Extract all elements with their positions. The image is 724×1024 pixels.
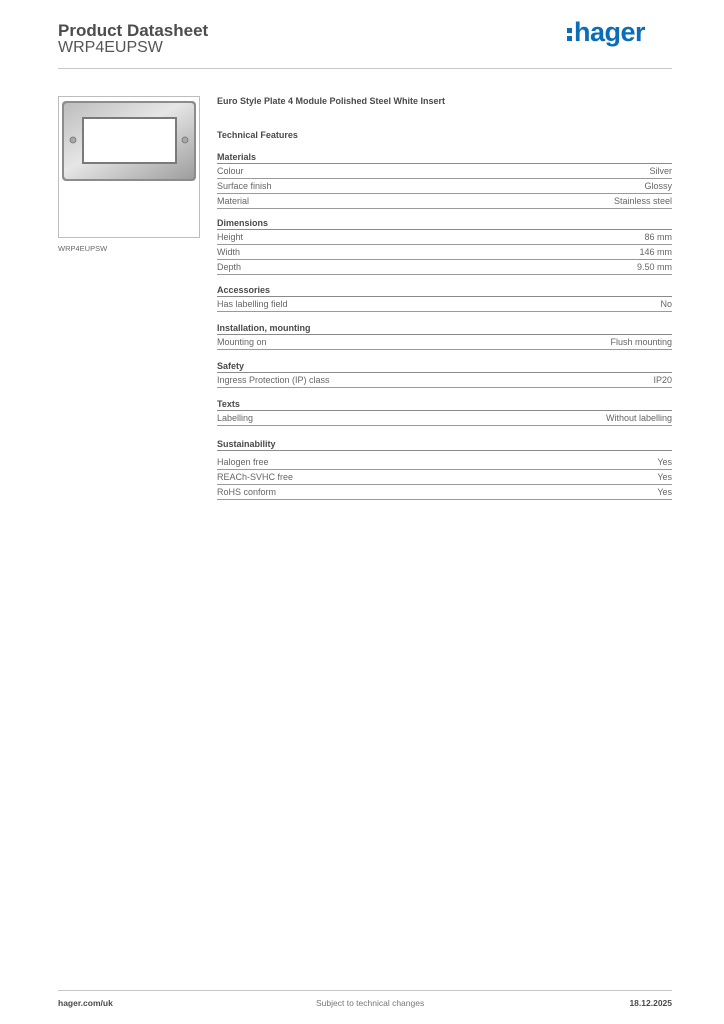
section-accessories (217, 284, 672, 312)
table-row (217, 335, 672, 350)
row-label: Colour (217, 166, 244, 176)
section-title: Materials (217, 151, 672, 164)
row-label: Width (217, 247, 241, 257)
section-texts (217, 398, 672, 426)
section-sustainability (217, 438, 672, 500)
hager-logo (567, 15, 645, 49)
row-label: Halogen free (217, 457, 269, 467)
row-label: Height (217, 232, 244, 242)
section-title: Safety (217, 360, 672, 373)
page-title: Product Datasheet (58, 21, 209, 40)
footer-date: 18.12.2025 (629, 998, 672, 1008)
row-value: Glossy (644, 181, 672, 191)
row-value: Silver (649, 166, 672, 176)
header-divider (58, 68, 672, 69)
row-label: Material (217, 196, 250, 206)
footer-notice: Subject to technical changes (316, 998, 425, 1008)
row-label: Labelling (217, 413, 254, 423)
row-value: Yes (657, 472, 672, 482)
table-row (217, 260, 672, 275)
row-label: REACh-SVHC free (217, 472, 294, 482)
row-label: RoHS conform (217, 487, 277, 497)
section-title: Dimensions (217, 217, 672, 230)
section-title: Installation, mounting (217, 322, 672, 335)
row-value: Without labelling (605, 413, 672, 423)
table-row (217, 470, 672, 485)
table-row (217, 179, 672, 194)
table-row (217, 373, 672, 388)
row-value: 9.50 mm (636, 262, 672, 272)
row-label: Depth (217, 262, 242, 272)
logo-dots-icon (567, 28, 572, 41)
row-value: IP20 (653, 375, 672, 385)
row-value: 86 mm (644, 232, 672, 242)
image-caption: WRP4EUPSW (58, 244, 108, 253)
table-row (217, 245, 672, 260)
table-row (217, 485, 672, 500)
row-label: Mounting on (217, 337, 267, 347)
row-value: 146 mm (639, 247, 672, 257)
technical-content (217, 95, 672, 500)
section-safety (217, 360, 672, 388)
row-value: Stainless steel (613, 196, 672, 206)
table-row (217, 164, 672, 179)
section-dimensions (217, 217, 672, 275)
table-row (217, 297, 672, 312)
table-row (217, 411, 672, 426)
table-row (217, 230, 672, 245)
row-value: Yes (657, 487, 672, 497)
footer-website: hager.com/uk (58, 998, 113, 1008)
row-label: Has labelling field (217, 299, 288, 309)
section-title: Accessories (217, 284, 672, 297)
product-title: Euro Style Plate 4 Module Polished Steel White Insert (217, 96, 446, 106)
row-value: No (660, 299, 672, 309)
euro-plate-4-module-image (59, 97, 199, 237)
section-title: Sustainability (217, 438, 672, 451)
footer-divider (58, 990, 672, 991)
table-row (217, 455, 672, 470)
product-code: WRP4EUPSW (58, 39, 163, 56)
product-image-frame (58, 96, 200, 238)
technical-features-title: Technical Features (217, 130, 298, 140)
row-value: Flush mounting (610, 337, 672, 347)
table-row (217, 194, 672, 209)
row-value: Yes (657, 457, 672, 467)
section-installation-mounting (217, 322, 672, 350)
row-label: Ingress Protection (IP) class (217, 375, 330, 385)
row-label: Surface finish (217, 181, 272, 191)
section-materials (217, 151, 672, 209)
logo-text: hager (574, 16, 646, 47)
section-title: Texts (217, 398, 672, 411)
